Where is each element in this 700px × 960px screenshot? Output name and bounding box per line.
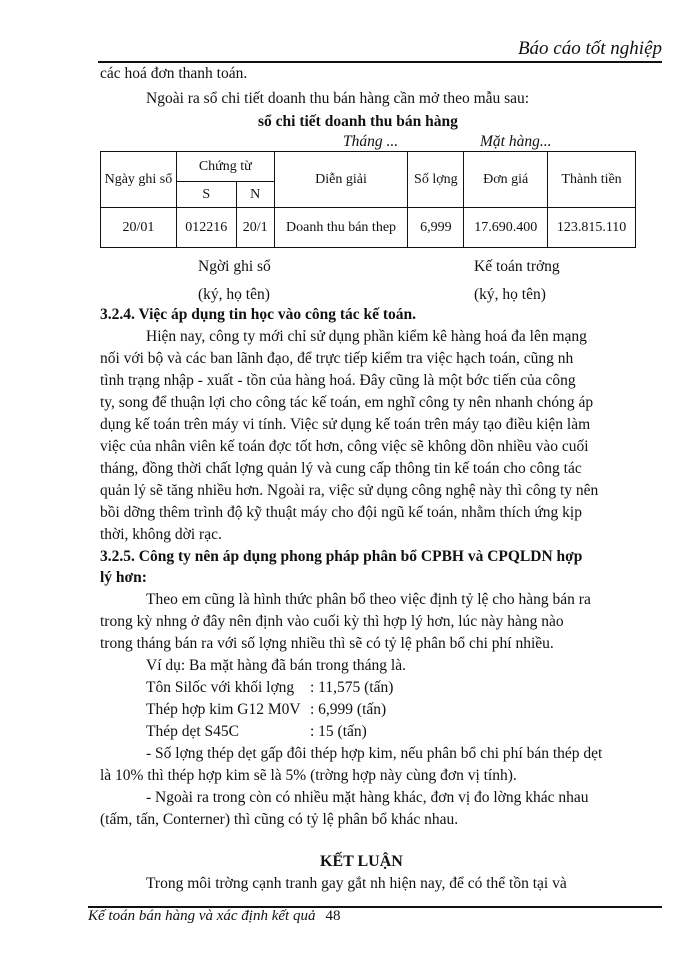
section-324-line: Hiện nay, công ty mới chỉ sử dụng phần kiểm kê hàng hoá đa lên mạng — [146, 328, 587, 345]
header-quantity: Số lợng — [408, 152, 464, 208]
intro-line-2: Ngoài ra sổ chi tiết doanh thu bán hàng cần mở theo mẫu sau: — [146, 90, 530, 107]
signature-right-title: Kế toán trởng — [474, 258, 560, 275]
signature-left-title: Ngời ghi sổ — [198, 258, 271, 275]
example-value: : 6,999 (tấn) — [310, 701, 387, 718]
section-324-line: nối với bộ và các ban lãnh đạo, để trực tiếp kiểm tra việc hạch toán, cũng nh — [100, 350, 574, 367]
header-amount: Thành tiền — [548, 152, 636, 208]
footer-text: Kế toán bán hàng và xác định kết quả — [88, 908, 316, 924]
example-name: Thép hợp kim G12 M0V — [146, 701, 301, 718]
example-name: Thép dẹt S45C — [146, 723, 239, 740]
header-voucher-s: S — [176, 182, 236, 208]
section-324-line: ty, song để thuận lợi cho công tác kế toán, em nghĩ công ty nên nhanh chóng áp — [100, 394, 594, 411]
table-row — [101, 208, 636, 248]
sales-ledger-table — [100, 151, 636, 248]
header-date: Ngày ghi sổ — [101, 152, 177, 208]
section-324-line: thời, không dời rạc. — [100, 526, 222, 543]
conclusion-heading: KẾT LUẬN — [320, 853, 403, 870]
page-number: 48 — [325, 908, 341, 924]
section-324-line: dụng kế toán trên máy vi tính. Việc sử dụng kế toán trên máy tạo điều kiện làm — [100, 416, 591, 433]
cell-date: 20/01 — [101, 208, 177, 248]
cell-unit-price: 17.690.400 — [464, 208, 548, 248]
header-voucher-n: N — [236, 182, 274, 208]
note-2-line-1: - Ngoài ra trong còn có nhiều mặt hàng khác, đơn vị đo lờng khác nhau — [146, 789, 589, 806]
running-footer — [88, 908, 340, 925]
header-voucher: Chứng từ — [176, 152, 274, 182]
section-325-heading: 3.2.5. Công ty nên áp dụng phong pháp phân bổ CPBH và CPQLDN hợp — [100, 548, 583, 565]
header-description: Diễn giải — [274, 152, 408, 208]
section-324-line: tháng, đồng thời chất lợng quản lý và cung cấp thông tin kế toán cho công tác — [100, 460, 582, 477]
cell-amount: 123.815.110 — [548, 208, 636, 248]
cell-voucher-n: 20/1 — [236, 208, 274, 248]
ledger-item-label: Mặt hàng... — [480, 133, 552, 150]
section-325-heading-cont: lý hơn: — [100, 569, 147, 586]
example-name: Tôn Silốc với khối lợng — [146, 679, 295, 696]
header-unit-price: Đơn giá — [464, 152, 548, 208]
section-325-line: Theo em cũng là hình thức phân bổ theo việc định tỷ lệ cho hàng bán ra — [146, 591, 591, 608]
section-324-line: quản lý sẽ tăng nhiều hơn. Ngoài ra, việc sử dụng công nghệ này thì công ty nên — [100, 482, 599, 499]
section-324-heading: 3.2.4. Việc áp dụng tin học vào công tác kế toán. — [100, 306, 417, 323]
section-325-line: trong kỳ nhng ở đây nên định vào cuối kỳ thì hợp lý hơn, lúc này hàng nào — [100, 613, 564, 630]
note-1-line-2: là 10% thì thép hợp kim sẽ là 5% (trờng hợp này cùng đơn vị tính). — [100, 767, 517, 784]
conclusion-line-1: Trong môi trờng cạnh tranh gay gắt nh hiện nay, để có thể tồn tại và — [146, 875, 567, 892]
cell-voucher-s: 012216 — [176, 208, 236, 248]
ledger-title: sổ chi tiết doanh thu bán hàng — [258, 113, 458, 130]
note-2-line-2: (tấm, tấn, Conterner) thì cũng có tỷ lệ phân bổ khác nhau. — [100, 811, 459, 828]
cell-quantity: 6,999 — [408, 208, 464, 248]
section-324-line: bồi dỡng thêm trình độ kỹ thuật máy cho đội ngũ kế toán, nhằm thích ứng kịp — [100, 504, 582, 521]
signature-left-sub: (ký, họ tên) — [198, 286, 270, 303]
note-1-line-1: - Số lợng thép dẹt gấp đôi thép hợp kim, nếu phân bổ chi phí bán thép dẹt — [146, 745, 603, 762]
section-325-line: trong tháng bán ra với số lợng nhiều thì sẽ có tỷ lệ phân bổ chi phí nhiều. — [100, 635, 554, 652]
example-intro: Ví dụ: Ba mặt hàng đã bán trong tháng là. — [146, 657, 406, 674]
section-324-line: tình trạng nhập - xuất - tồn của hàng hoá. Đây cũng là một bớc tiến của công — [100, 372, 576, 389]
signature-right-sub: (ký, họ tên) — [474, 286, 546, 303]
example-value: : 15 (tấn) — [310, 723, 367, 740]
example-value: : 11,575 (tấn) — [310, 679, 394, 696]
cell-description: Doanh thu bán thep — [274, 208, 408, 248]
section-324-line: việc của nhân viên kế toán đợc tốt hơn, công việc sẽ không dồn nhiều vào cuối — [100, 438, 589, 455]
intro-line-1: các hoá đơn thanh toán. — [100, 65, 248, 82]
ledger-month-label: Tháng ... — [343, 133, 399, 150]
running-header-title: Báo cáo tốt nghiệp — [517, 38, 662, 59]
